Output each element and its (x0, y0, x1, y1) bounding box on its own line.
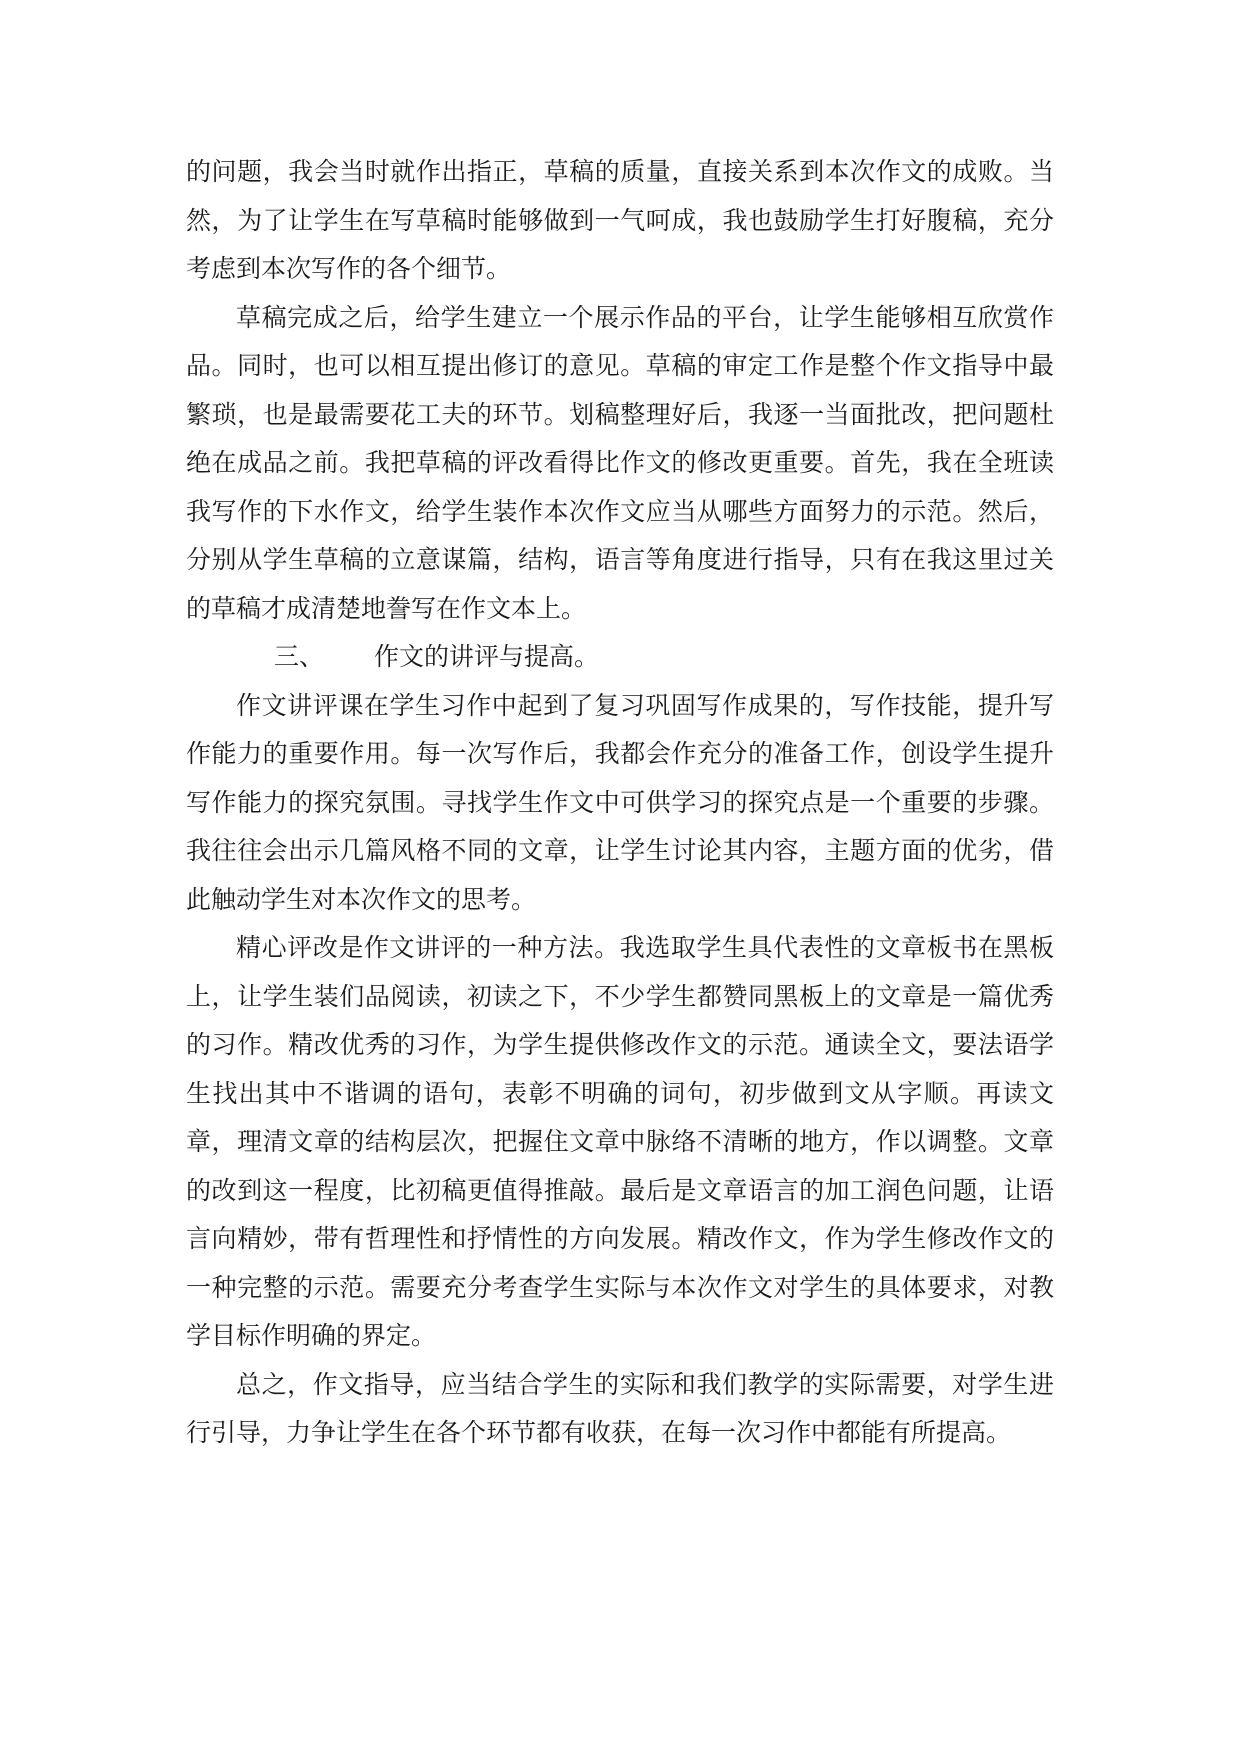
paragraph-conclusion: 总之，作文指导，应当结合学生的实际和我们教学的实际需要，对学生进行引导，力争让学生在各个环节都有收获，在每一次习作中都能有所提高。 (186, 1369, 1054, 1447)
paragraph-careful-revision: 精心评改是作文讲评的一种方法。我选取学生具代表性的文章板书在黑板上，让学生装们品阅读，初读之下，不少学生都赞同黑板上的文章是一篇优秀的习作。精改优秀的习作，为学生提供修改作文的示范。通读全文，要法语学生找出其中不谐调的语句，表彰不明确的词句，初步做到文从字顺。再读文章，理清文章的结构层次，把握住文章中脉络不清晰的地方，作以调整。文章的改到这一程度，比初稿更值得推敲。最后是文章语言的加工润色问题，让语言向精妙，带有哲理性和抒情性的方向发展。精改作文，作为学生修改作文的一种完整的示范。需要充分考查学生实际与本次作文对学生的具体要求，对教学目标作明确的界定。 (186, 933, 1054, 1350)
section-title: 作文的讲评与提高。 (374, 642, 600, 671)
paragraph-continuation: 的问题，我会当时就作出指正，草稿的质量，直接关系到本次作文的成败。当然，为了让学生在写草稿时能够做到一气呵成，我也鼓励学生打好腹稿，充分考虑到本次写作的各个细节。 (186, 157, 1054, 283)
document-body (186, 148, 1054, 1458)
section-number: 三、 (274, 642, 325, 671)
paragraph-lecture-course: 作文讲评课在学生习作中起到了复习巩固写作成果的，写作技能，提升写作能力的重要作用。每一次写作后，我都会作充分的准备工作，创设学生提升写作能力的探究氛围。寻找学生作文中可供学习的探究点是一个重要的步骤。我往往会出示几篇风格不同的文章，让学生讨论其内容，主题方面的优劣，借此触动学生对本次作文的思考。 (186, 690, 1054, 914)
section-heading (186, 633, 1054, 682)
paragraph-draft-review: 草稿完成之后，给学生建立一个展示作品的平台，让学生能够相互欣赏作品。同时，也可以相互提出修订的意见。草稿的审定工作是整个作文指导中最繁琐，也是最需要花工夫的环节。划稿整理好后，我逐一当面批改，把问题杜绝在成品之前。我把草稿的评改看得比作文的修改更重要。首先，我在全班读我写作的下水作文，给学生装作本次作文应当从哪些方面努力的示范。然后，分别从学生草稿的立意谋篇，结构，语言等角度进行指导，只有在我这里过关的草稿才成清楚地誊写在作文本上。 (186, 302, 1054, 623)
